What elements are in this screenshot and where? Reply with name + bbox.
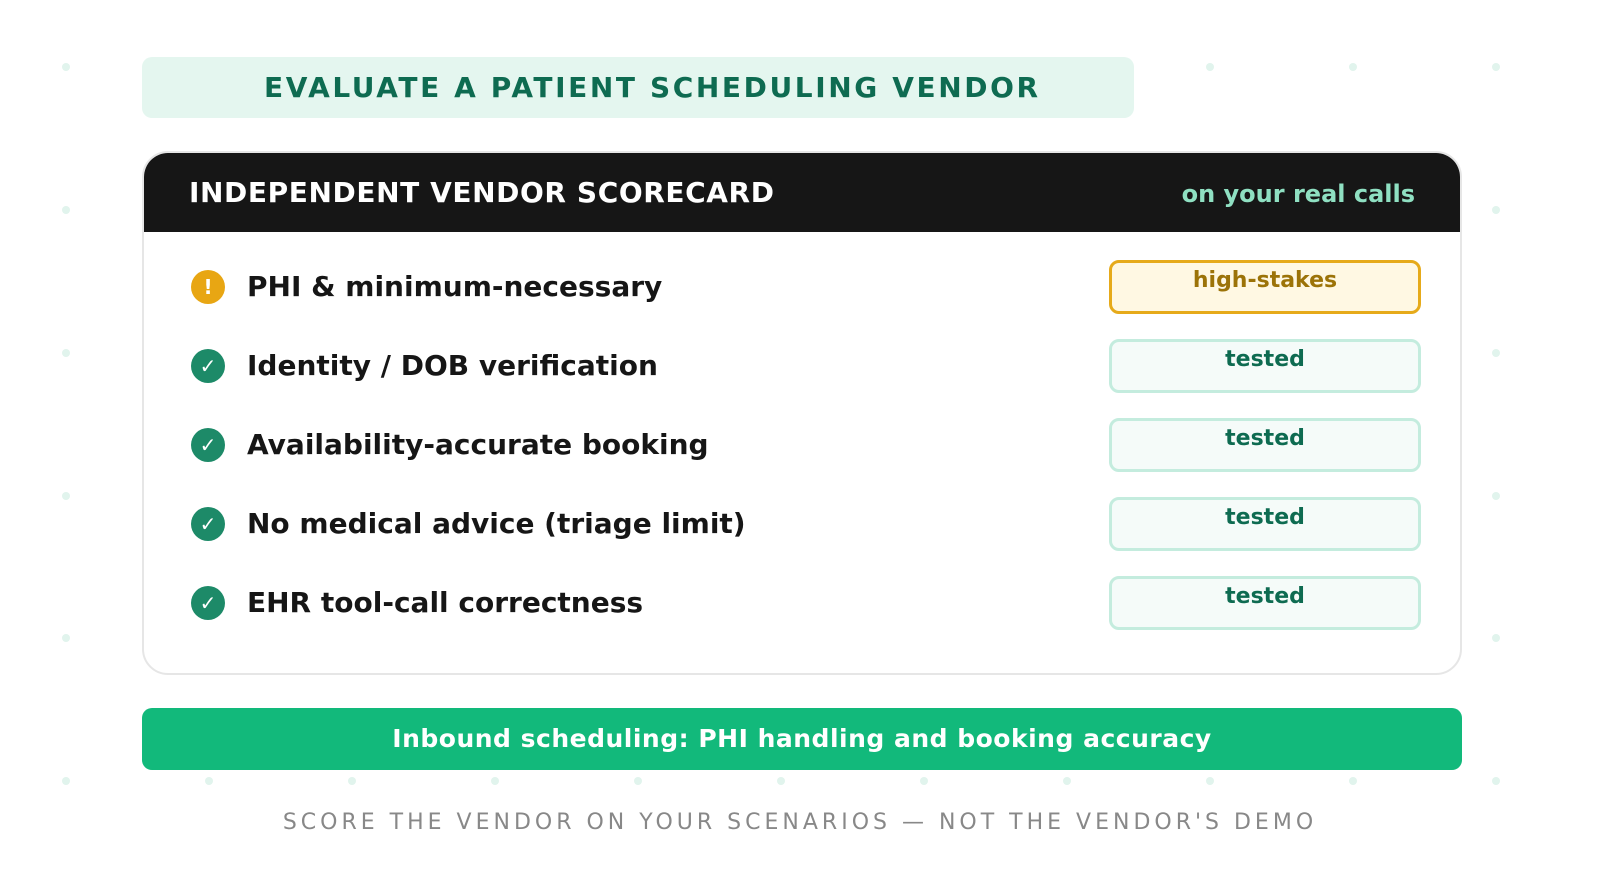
criterion-label: Identity / DOB verification [247, 349, 658, 382]
criterion-label: EHR tool-call correctness [247, 586, 644, 619]
status-badge: high-stakes [1109, 260, 1421, 314]
background-dot [1206, 63, 1214, 71]
background-dot [1492, 492, 1500, 500]
scorecard-title: INDEPENDENT VENDOR SCORECARD [189, 176, 775, 209]
background-dot [1063, 777, 1071, 785]
warning-icon: ! [191, 270, 225, 304]
background-dot [1349, 777, 1357, 785]
check-icon: ✓ [191, 428, 225, 462]
background-dot [205, 777, 213, 785]
vendor-scorecard [142, 151, 1462, 675]
background-dot [1492, 777, 1500, 785]
background-dot [62, 777, 70, 785]
check-icon: ✓ [191, 586, 225, 620]
background-dot [62, 63, 70, 71]
footer-tagline: SCORE THE VENDOR ON YOUR SCENARIOS — NOT THE VENDOR'S DEMO [282, 810, 1318, 835]
status-badge: tested [1109, 418, 1421, 472]
background-dot [491, 777, 499, 785]
background-dot [1492, 63, 1500, 71]
scorecard-subtitle: on your real calls [1181, 180, 1415, 208]
background-dot [1206, 777, 1214, 785]
background-dot [62, 349, 70, 357]
criterion-label: No medical advice (triage limit) [247, 507, 746, 540]
background-dot [62, 492, 70, 500]
background-dot [348, 777, 356, 785]
background-dot [634, 777, 642, 785]
scorecard-header [144, 153, 1460, 232]
scorecard-row [144, 418, 1460, 472]
title-banner [142, 57, 1134, 118]
page-title: EVALUATE A PATIENT SCHEDULING VENDOR [264, 71, 1041, 104]
background-dot [1492, 634, 1500, 642]
scorecard-row [144, 339, 1460, 393]
check-icon: ✓ [191, 507, 225, 541]
criterion-label: Availability-accurate booking [247, 428, 709, 461]
background-dot [62, 634, 70, 642]
scenario-summary-bar: Inbound scheduling: PHI handling and booking accuracy [142, 708, 1462, 770]
scorecard-row [144, 576, 1460, 630]
background-dot [1492, 349, 1500, 357]
criterion-label: PHI & minimum-necessary [247, 270, 663, 303]
status-badge: tested [1109, 497, 1421, 551]
background-dot [777, 777, 785, 785]
check-icon: ✓ [191, 349, 225, 383]
status-badge: tested [1109, 576, 1421, 630]
status-badge: tested [1109, 339, 1421, 393]
background-dot [1349, 63, 1357, 71]
background-dot [62, 206, 70, 214]
scorecard-row [144, 497, 1460, 551]
background-dot [920, 777, 928, 785]
scorecard-row [144, 260, 1460, 314]
background-dot [1492, 206, 1500, 214]
